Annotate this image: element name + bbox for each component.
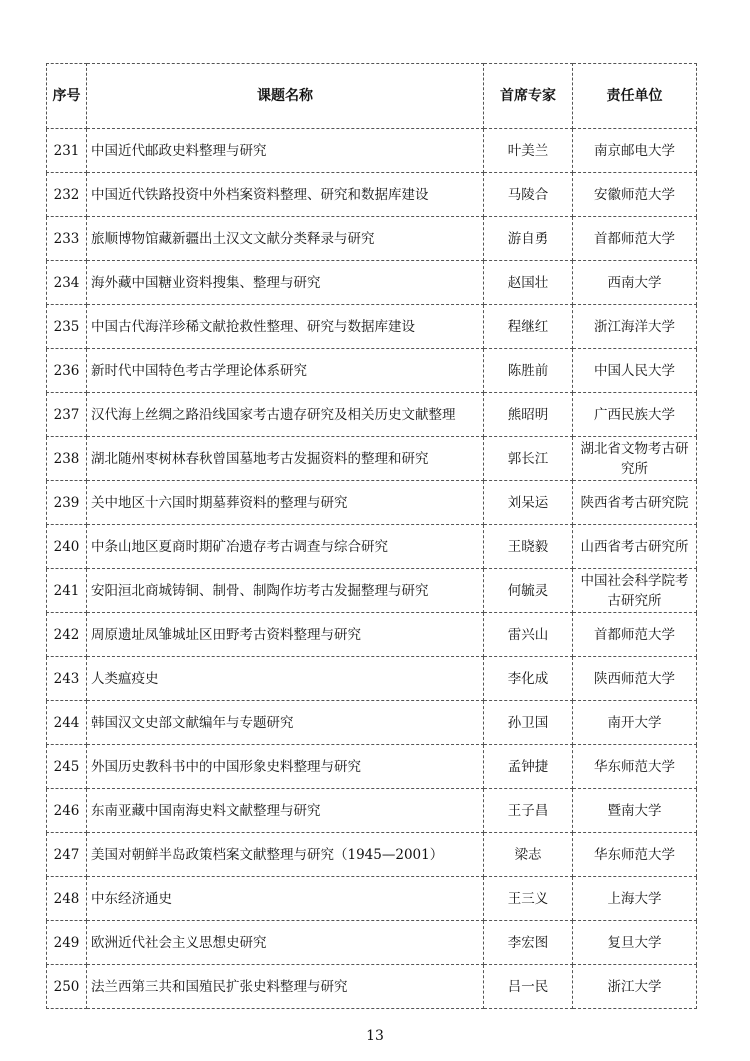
responsible-org: 华东师范大学 <box>573 833 697 877</box>
project-title: 中东经济通史 <box>87 877 484 921</box>
responsible-org: 湖北省文物考古研究所 <box>573 437 697 481</box>
chief-expert: 王子昌 <box>484 789 573 833</box>
table-row <box>47 437 697 481</box>
chief-expert: 王三义 <box>484 877 573 921</box>
row-number: 232 <box>47 173 87 217</box>
responsible-org: 陕西省考古研究院 <box>573 481 697 525</box>
row-number: 236 <box>47 349 87 393</box>
project-title: 安阳洹北商城铸铜、制骨、制陶作坊考古发掘整理与研究 <box>87 569 484 613</box>
chief-expert: 马陵合 <box>484 173 573 217</box>
project-title: 中国古代海洋珍稀文献抢救性整理、研究与数据库建设 <box>87 305 484 349</box>
chief-expert: 程继红 <box>484 305 573 349</box>
header-org: 责任单位 <box>573 64 697 129</box>
chief-expert: 王晓毅 <box>484 525 573 569</box>
responsible-org: 复旦大学 <box>573 921 697 965</box>
table-row <box>47 525 697 569</box>
chief-expert: 何毓灵 <box>484 569 573 613</box>
responsible-org: 中国人民大学 <box>573 349 697 393</box>
project-title: 新时代中国特色考古学理论体系研究 <box>87 349 484 393</box>
chief-expert: 雷兴山 <box>484 613 573 657</box>
responsible-org: 暨南大学 <box>573 789 697 833</box>
project-title: 海外藏中国糖业资料搜集、整理与研究 <box>87 261 484 305</box>
chief-expert: 郭长江 <box>484 437 573 481</box>
project-title: 东南亚藏中国南海史料文献整理与研究 <box>87 789 484 833</box>
chief-expert: 游自勇 <box>484 217 573 261</box>
header-num: 序号 <box>47 64 87 129</box>
chief-expert: 叶美兰 <box>484 129 573 173</box>
row-number: 237 <box>47 393 87 437</box>
row-number: 241 <box>47 569 87 613</box>
table-row <box>47 217 697 261</box>
row-number: 234 <box>47 261 87 305</box>
table-row <box>47 305 697 349</box>
table-row <box>47 393 697 437</box>
table-row <box>47 261 697 305</box>
project-table <box>46 63 697 1009</box>
table-row <box>47 173 697 217</box>
table-row <box>47 481 697 525</box>
responsible-org: 华东师范大学 <box>573 745 697 789</box>
row-number: 231 <box>47 129 87 173</box>
row-number: 248 <box>47 877 87 921</box>
responsible-org: 陕西师范大学 <box>573 657 697 701</box>
table-row <box>47 877 697 921</box>
responsible-org: 首都师范大学 <box>573 613 697 657</box>
row-number: 242 <box>47 613 87 657</box>
table-body <box>47 129 697 1009</box>
chief-expert: 刘呆运 <box>484 481 573 525</box>
table-row <box>47 349 697 393</box>
table-row <box>47 613 697 657</box>
responsible-org: 中国社会科学院考古研究所 <box>573 569 697 613</box>
chief-expert: 孙卫国 <box>484 701 573 745</box>
project-title: 周原遗址凤雏城址区田野考古资料整理与研究 <box>87 613 484 657</box>
responsible-org: 山西省考古研究所 <box>573 525 697 569</box>
row-number: 249 <box>47 921 87 965</box>
project-title: 中国近代邮政史料整理与研究 <box>87 129 484 173</box>
row-number: 246 <box>47 789 87 833</box>
row-number: 235 <box>47 305 87 349</box>
chief-expert: 李化成 <box>484 657 573 701</box>
project-title: 法兰西第三共和国殖民扩张史料整理与研究 <box>87 965 484 1009</box>
chief-expert: 吕一民 <box>484 965 573 1009</box>
table-header-row <box>47 64 697 129</box>
responsible-org: 南开大学 <box>573 701 697 745</box>
table-row <box>47 921 697 965</box>
table-row <box>47 789 697 833</box>
project-title: 湖北随州枣树林春秋曾国墓地考古发掘资料的整理和研究 <box>87 437 484 481</box>
project-title: 韩国汉文史部文献编年与专题研究 <box>87 701 484 745</box>
project-title: 中国近代铁路投资中外档案资料整理、研究和数据库建设 <box>87 173 484 217</box>
chief-expert: 赵国壮 <box>484 261 573 305</box>
row-number: 240 <box>47 525 87 569</box>
row-number: 245 <box>47 745 87 789</box>
row-number: 238 <box>47 437 87 481</box>
table-row <box>47 833 697 877</box>
responsible-org: 浙江海洋大学 <box>573 305 697 349</box>
project-title: 中条山地区夏商时期矿冶遗存考古调查与综合研究 <box>87 525 484 569</box>
responsible-org: 广西民族大学 <box>573 393 697 437</box>
project-title: 欧洲近代社会主义思想史研究 <box>87 921 484 965</box>
table-row <box>47 657 697 701</box>
chief-expert: 陈胜前 <box>484 349 573 393</box>
row-number: 250 <box>47 965 87 1009</box>
chief-expert: 梁志 <box>484 833 573 877</box>
project-title: 关中地区十六国时期墓葬资料的整理与研究 <box>87 481 484 525</box>
project-title: 汉代海上丝绸之路沿线国家考古遗存研究及相关历史文献整理 <box>87 393 484 437</box>
responsible-org: 上海大学 <box>573 877 697 921</box>
row-number: 244 <box>47 701 87 745</box>
responsible-org: 南京邮电大学 <box>573 129 697 173</box>
row-number: 243 <box>47 657 87 701</box>
page-number: 13 <box>366 1028 384 1044</box>
project-title: 人类瘟疫史 <box>87 657 484 701</box>
table-row <box>47 965 697 1009</box>
project-title: 外国历史教科书中的中国形象史料整理与研究 <box>87 745 484 789</box>
row-number: 247 <box>47 833 87 877</box>
row-number: 233 <box>47 217 87 261</box>
project-title: 美国对朝鲜半岛政策档案文献整理与研究（1945—2001） <box>87 833 484 877</box>
header-title: 课题名称 <box>87 64 484 129</box>
chief-expert: 李宏图 <box>484 921 573 965</box>
header-expert: 首席专家 <box>484 64 573 129</box>
table-row <box>47 701 697 745</box>
project-title: 旅顺博物馆藏新疆出土汉文文献分类释录与研究 <box>87 217 484 261</box>
responsible-org: 浙江大学 <box>573 965 697 1009</box>
table-row <box>47 745 697 789</box>
responsible-org: 安徽师范大学 <box>573 173 697 217</box>
responsible-org: 首都师范大学 <box>573 217 697 261</box>
table-row <box>47 569 697 613</box>
chief-expert: 熊昭明 <box>484 393 573 437</box>
row-number: 239 <box>47 481 87 525</box>
responsible-org: 西南大学 <box>573 261 697 305</box>
chief-expert: 孟钟捷 <box>484 745 573 789</box>
table-row <box>47 129 697 173</box>
